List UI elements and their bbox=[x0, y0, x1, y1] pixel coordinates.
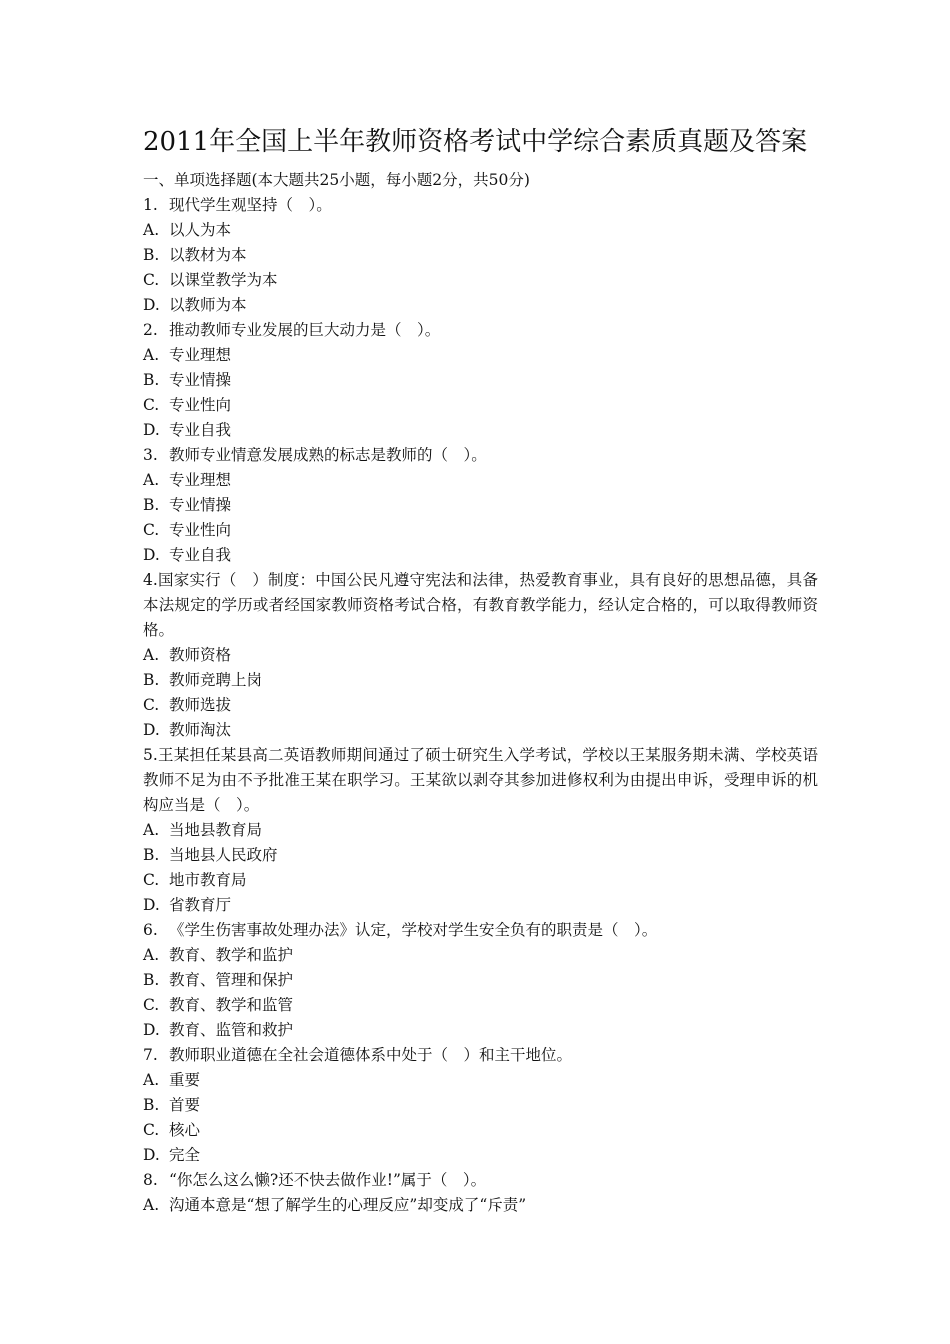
option-text: 教师资格 bbox=[169, 646, 232, 664]
option-label: D. bbox=[143, 721, 160, 739]
option-item bbox=[143, 1118, 818, 1143]
option-text: 专业理想 bbox=[169, 471, 232, 489]
option-item bbox=[143, 368, 818, 393]
option-item bbox=[143, 818, 818, 843]
option-label: D. bbox=[143, 421, 160, 439]
option-text: 省教育厅 bbox=[169, 896, 232, 914]
question-text: 国家实行（ ）制度：中国公民凡遵守宪法和法律，热爱教育事业，具有良好的思想品德，具备本法规定的学历或者经国家教师资格考试合格，有教育教学能力，经认定合格的，可以取得教师资格。 bbox=[143, 571, 818, 639]
option-label: A. bbox=[143, 471, 160, 489]
option-label: B. bbox=[143, 371, 160, 389]
option-label: C. bbox=[143, 696, 160, 714]
option-text: 专业性向 bbox=[169, 521, 232, 539]
option-item bbox=[143, 393, 818, 418]
option-label: B. bbox=[143, 671, 160, 689]
option-label: C. bbox=[143, 521, 160, 539]
option-label: B. bbox=[143, 971, 160, 989]
option-text: 教师竞聘上岗 bbox=[169, 671, 263, 689]
option-label: B. bbox=[143, 246, 160, 264]
option-label: D. bbox=[143, 896, 160, 914]
option-item bbox=[143, 493, 818, 518]
question-text: 教师职业道德在全社会道德体系中处于（ ）和主干地位。 bbox=[169, 1046, 573, 1064]
question-stem bbox=[143, 918, 818, 943]
question-text: 推动教师专业发展的巨大动力是（ ）。 bbox=[169, 321, 441, 339]
option-text: 以人为本 bbox=[169, 221, 232, 239]
option-text: 教育、管理和保护 bbox=[169, 971, 294, 989]
question-number: 5. bbox=[143, 746, 158, 764]
option-label: D. bbox=[143, 1021, 160, 1039]
option-text: 完全 bbox=[169, 1146, 201, 1164]
option-label: A. bbox=[143, 221, 160, 239]
question-number: 7. bbox=[143, 1046, 158, 1064]
option-item bbox=[143, 518, 818, 543]
option-item bbox=[143, 1143, 818, 1168]
option-text: 专业理想 bbox=[169, 346, 232, 364]
option-item bbox=[143, 968, 818, 993]
question-text: “你怎么这么懒?还不快去做作业!”属于（ ）。 bbox=[169, 1171, 487, 1189]
option-text: 地市教育局 bbox=[169, 871, 247, 889]
option-text: 教师选拔 bbox=[169, 696, 232, 714]
section-heading: 一、单项选择题(本大题共25小题，每小题2分，共50分) bbox=[143, 171, 530, 189]
option-item bbox=[143, 1068, 818, 1093]
option-label: C. bbox=[143, 396, 160, 414]
question-number: 2. bbox=[143, 321, 158, 339]
option-label: B. bbox=[143, 496, 160, 514]
question-number: 6. bbox=[143, 921, 158, 939]
option-item bbox=[143, 468, 818, 493]
option-label: C. bbox=[143, 271, 160, 289]
option-text: 以教材为本 bbox=[169, 246, 247, 264]
option-label: D. bbox=[143, 296, 160, 314]
question-text: 《学生伤害事故处理办法》认定，学校对学生安全负有的职责是（ ）。 bbox=[169, 921, 658, 939]
option-item bbox=[143, 1193, 818, 1218]
option-item bbox=[143, 243, 818, 268]
option-item bbox=[143, 718, 818, 743]
option-item bbox=[143, 843, 818, 868]
option-label: C. bbox=[143, 1121, 160, 1139]
option-text: 当地县教育局 bbox=[169, 821, 263, 839]
option-text: 核心 bbox=[169, 1121, 201, 1139]
option-label: B. bbox=[143, 1096, 160, 1114]
question-text: 教师专业情意发展成熟的标志是教师的（ ）。 bbox=[169, 446, 487, 464]
option-item bbox=[143, 543, 818, 568]
option-item bbox=[143, 943, 818, 968]
question-stem bbox=[143, 568, 818, 643]
option-item bbox=[143, 868, 818, 893]
option-label: C. bbox=[143, 871, 160, 889]
question-stem bbox=[143, 1168, 818, 1193]
question-number: 8. bbox=[143, 1171, 158, 1189]
option-label: C. bbox=[143, 996, 160, 1014]
option-label: A. bbox=[143, 346, 160, 364]
option-text: 当地县人民政府 bbox=[169, 846, 278, 864]
option-label: A. bbox=[143, 946, 160, 964]
option-text: 专业性向 bbox=[169, 396, 232, 414]
option-item bbox=[143, 1093, 818, 1118]
question-stem bbox=[143, 318, 818, 343]
option-item bbox=[143, 418, 818, 443]
option-label: D. bbox=[143, 546, 160, 564]
question-number: 4. bbox=[143, 571, 158, 589]
question-stem bbox=[143, 743, 818, 818]
option-text: 教育、监管和救护 bbox=[169, 1021, 294, 1039]
option-item bbox=[143, 893, 818, 918]
option-text: 教育、教学和监护 bbox=[169, 946, 294, 964]
option-item bbox=[143, 268, 818, 293]
option-label: B. bbox=[143, 846, 160, 864]
option-item bbox=[143, 218, 818, 243]
option-item bbox=[143, 643, 818, 668]
option-text: 专业情操 bbox=[169, 496, 232, 514]
option-text: 专业自我 bbox=[169, 546, 232, 564]
option-text: 专业情操 bbox=[169, 371, 232, 389]
option-item bbox=[143, 293, 818, 318]
option-text: 以教师为本 bbox=[169, 296, 247, 314]
question-text: 王某担任某县高二英语教师期间通过了硕士研究生入学考试，学校以王某服务期未满、学校英语教师不足为由不予批准王某在职学习。王某欲以剥夺其参加进修权利为由提出申诉，受理申诉的机构应当是（ ）。 bbox=[143, 746, 818, 814]
option-item bbox=[143, 668, 818, 693]
question-number: 3. bbox=[143, 446, 158, 464]
option-text: 重要 bbox=[169, 1071, 201, 1089]
question-text: 现代学生观坚持（ ）。 bbox=[169, 196, 332, 214]
option-text: 沟通本意是“想了解学生的心理反应”却变成了“斥责” bbox=[169, 1196, 527, 1214]
option-text: 以课堂教学为本 bbox=[169, 271, 278, 289]
option-text: 专业自我 bbox=[169, 421, 232, 439]
option-text: 教师淘汰 bbox=[169, 721, 232, 739]
option-text: 首要 bbox=[169, 1096, 201, 1114]
option-label: D. bbox=[143, 1146, 160, 1164]
option-label: A. bbox=[143, 1071, 160, 1089]
option-text: 教育、教学和监管 bbox=[169, 996, 294, 1014]
question-stem bbox=[143, 1043, 818, 1068]
option-item bbox=[143, 343, 818, 368]
option-label: A. bbox=[143, 821, 160, 839]
option-item bbox=[143, 1018, 818, 1043]
question-stem bbox=[143, 443, 818, 468]
document-body bbox=[143, 168, 818, 1218]
question-stem bbox=[143, 193, 818, 218]
option-item bbox=[143, 693, 818, 718]
option-item bbox=[143, 993, 818, 1018]
option-label: A. bbox=[143, 646, 160, 664]
option-label: A. bbox=[143, 1196, 160, 1214]
question-number: 1. bbox=[143, 196, 158, 214]
document-title: 2011年全国上半年教师资格考试中学综合素质真题及答案 bbox=[143, 127, 808, 157]
